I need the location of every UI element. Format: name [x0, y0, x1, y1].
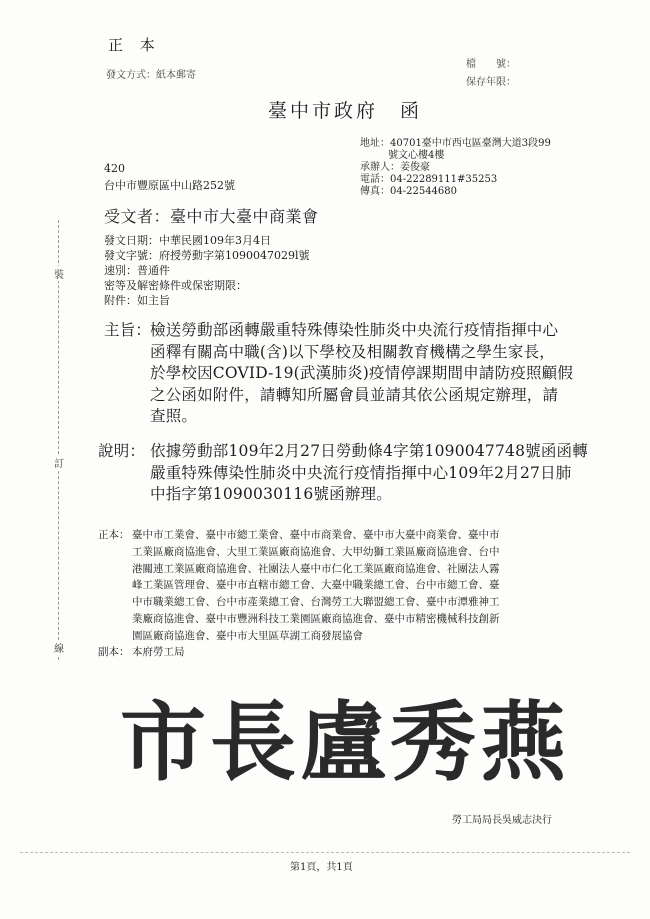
sender-address-cont: 號文心樓4樓 — [388, 150, 445, 161]
postal-code: 420 — [104, 162, 125, 175]
copy-mark: 正 本 — [108, 36, 161, 54]
cc-line: 峰工業區管理會、臺中市直轄市總工會、大臺中職業總工會、台中市總工會、臺 — [132, 579, 500, 592]
cc-label: 正本： — [98, 529, 130, 541]
subject-label: 主旨： — [104, 321, 152, 339]
copy-to: 本府勞工局 — [132, 646, 185, 658]
issue-number: 發文字號：府授勞動字第1090047029l號 — [104, 249, 310, 262]
footer-divider — [20, 852, 630, 853]
copy-to-label: 副本： — [98, 646, 130, 658]
cc-line: 園區廠商協進會、臺中市大里區草湖工商發展協會 — [132, 629, 363, 642]
subject-line: 查照。 — [150, 407, 198, 426]
margin-mark-bind: 裝 — [54, 266, 64, 281]
explain-text — [150, 441, 588, 506]
fax: 傳真：04-22544680 — [360, 186, 458, 197]
document-title: 臺中市政府 函 — [268, 100, 423, 122]
subject-line: 之公函如附件，請轉知所屬會員並請其依公函規定辦理，請 — [150, 385, 559, 404]
speed: 速別：普通件 — [104, 264, 170, 277]
explain-label: 說明： — [98, 442, 146, 460]
cc-line: 港關連工業區廠商協進會、社團法人臺中市仁化工業區廠商協進會、社團法人霧 — [132, 562, 500, 575]
subject-line: 檢送勞動部函轉嚴重特殊傳染性肺炎中央流行疫情指揮中心 — [150, 321, 559, 339]
file-no-label: 檔 號： — [466, 59, 516, 70]
issue-date: 發文日期：中華民國109年3月4日 — [104, 234, 271, 247]
subject-line: 函釋有關高中職(含)以下學校及相關教育機構之學生家長， — [150, 342, 555, 361]
subject-text — [150, 320, 573, 428]
cc-line: 工業區廠商協進會、大里工業區廠商協進會、大甲幼獅工業區廠商協進會、台中 — [132, 545, 500, 558]
cc-list — [132, 527, 500, 645]
attachment: 附件：如主旨 — [104, 294, 170, 307]
phone: 電話：04-22289111#35253 — [360, 174, 498, 185]
handler: 承辦人：姜俊豪 — [360, 162, 430, 173]
signed-by: 勞工局局長吳威志決行 — [452, 815, 552, 826]
subject-line: 於學校因COVID-19(武漢肺炎)疫情停課期間申請防疫照顧假 — [150, 364, 574, 383]
cc-line: 臺中市工業會、臺中市總工業會、臺中市商業會、臺中市大臺中商業會、臺中市 — [132, 529, 500, 541]
margin-mark-line: 線 — [54, 640, 64, 655]
secrecy: 密等及解密條件或保密期限： — [104, 279, 247, 292]
sender-address: 地址：40701臺中市西屯區臺灣大道3段99 — [360, 138, 551, 149]
page-number: 第1頁，共1頁 — [290, 862, 353, 873]
mayor-signature: 市長盧秀燕 — [120, 692, 570, 793]
delivery-method: 發文方式：紙本郵寄 — [106, 70, 196, 81]
cc-line: 業廠商協進會、臺中市豐洲科技工業園區廠商協進會、臺中市精密機械科技創新 — [132, 612, 500, 625]
recipient-address: 台中市豐原區中山路252號 — [104, 179, 235, 192]
explain-line: 中指字第1090030116號函辦理。 — [150, 485, 392, 504]
recipient: 受文者：臺中市大臺中商業會 — [104, 207, 319, 226]
retention-label: 保存年限： — [466, 77, 516, 88]
explain-line: 嚴重特殊傳染性肺炎中央流行疫情指揮中心109年2月27日肺 — [150, 463, 572, 482]
margin-mark-staple: 訂 — [54, 455, 64, 470]
cc-line: 中市職業總工會、台中市產業總工會、台灣勞工大聯盟總工會、臺中市潭雅神工 — [132, 596, 500, 609]
binding-line — [58, 220, 59, 660]
explain-line: 依據勞動部109年2月27日勞動條4字第1090047748號函函轉 — [150, 442, 588, 460]
